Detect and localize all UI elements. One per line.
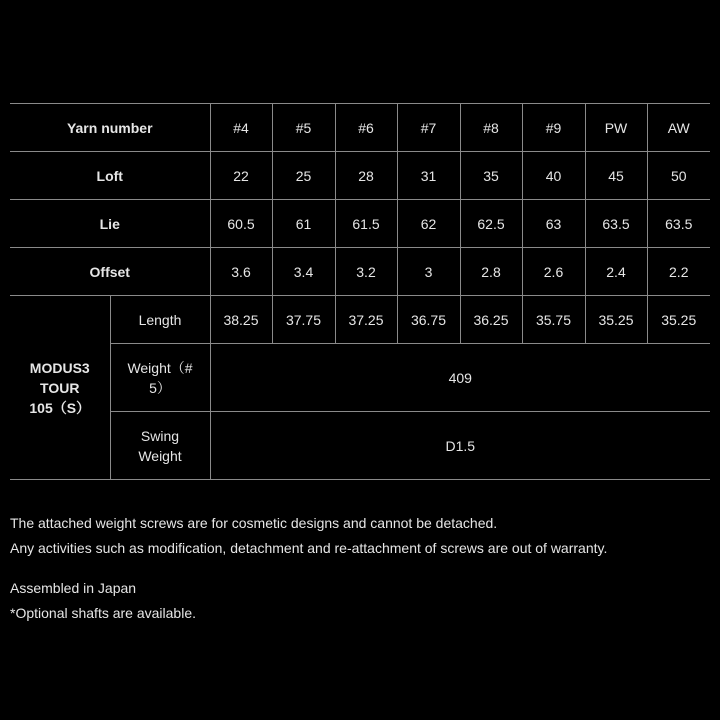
note-line: The attached weight screws are for cosmetic designs and cannot be detached.: [10, 515, 498, 531]
offset-label: Offset: [10, 248, 210, 296]
col-header: PW: [585, 104, 647, 152]
table-cell: 2.6: [522, 248, 585, 296]
table-cell: 36.75: [397, 296, 460, 344]
note-line: *Optional shafts are available.: [10, 604, 196, 621]
shaft-name: [10, 296, 110, 480]
table-cell: 50: [647, 152, 710, 200]
swing-weight-label-line: Weight: [138, 447, 182, 464]
table-cell: 25: [272, 152, 335, 200]
col-header: #7: [397, 104, 460, 152]
length-row: [10, 296, 710, 344]
weight-label: [110, 344, 210, 412]
table-cell: 22: [210, 152, 272, 200]
table-cell: 3.4: [272, 248, 335, 296]
table-cell: 3: [397, 248, 460, 296]
col-header: #8: [460, 104, 522, 152]
col-header: #9: [522, 104, 585, 152]
note-line: Any activities such as modification, detachment and re-attachment of screws are out of warranty.: [10, 539, 608, 556]
table-cell: 63.5: [585, 200, 647, 248]
loft-label: Loft: [10, 152, 210, 200]
swing-weight-label-line: Swing: [140, 427, 180, 444]
table-cell: 61.5: [335, 200, 397, 248]
table-cell: 28: [335, 152, 397, 200]
header-row: [10, 104, 710, 152]
table-cell: 35.75: [522, 296, 585, 344]
length-label: Length: [110, 296, 210, 344]
table-cell: 3.6: [210, 248, 272, 296]
swing-weight-label: [110, 412, 210, 480]
table-cell: 2.8: [460, 248, 522, 296]
table-cell: 35.25: [585, 296, 647, 344]
weight-row: [10, 344, 710, 412]
col-header: #4: [210, 104, 272, 152]
loft-row: [10, 152, 710, 200]
weight-label-line: 5）: [149, 379, 171, 396]
spec-table: [10, 103, 710, 480]
table-cell: 3.2: [335, 248, 397, 296]
table-cell: 40: [522, 152, 585, 200]
table-cell: 37.75: [272, 296, 335, 344]
table-cell: 31: [397, 152, 460, 200]
note-line: Assembled in Japan: [10, 580, 137, 596]
swing-weight-value: D1.5: [210, 412, 710, 480]
offset-row: [10, 248, 710, 296]
shaft-name-line: 105（S）: [29, 399, 91, 416]
table-cell: 62: [397, 200, 460, 248]
table-cell: 60.5: [210, 200, 272, 248]
weight-label-line: Weight（#: [127, 359, 193, 376]
weight-value: 409: [210, 344, 710, 412]
table-cell: 35.25: [647, 296, 710, 344]
notes: [10, 511, 607, 625]
table-cell: 2.2: [647, 248, 710, 296]
table-cell: 35: [460, 152, 522, 200]
swing-weight-row: [10, 412, 710, 480]
table-cell: 37.25: [335, 296, 397, 344]
col-header: #5: [272, 104, 335, 152]
shaft-name-line: MODUS3: [29, 359, 90, 376]
col-header: #6: [335, 104, 397, 152]
table-cell: 45: [585, 152, 647, 200]
shaft-name-line: TOUR: [40, 379, 80, 396]
table-cell: 36.25: [460, 296, 522, 344]
table-cell: 61: [272, 200, 335, 248]
table-cell: 63.5: [647, 200, 710, 248]
table-cell: 63: [522, 200, 585, 248]
lie-label: Lie: [10, 200, 210, 248]
table-cell: 38.25: [210, 296, 272, 344]
lie-row: [10, 200, 710, 248]
table-cell: 2.4: [585, 248, 647, 296]
table-cell: 62.5: [460, 200, 522, 248]
col-header: AW: [647, 104, 710, 152]
yarn-number-label: Yarn number: [10, 104, 210, 152]
